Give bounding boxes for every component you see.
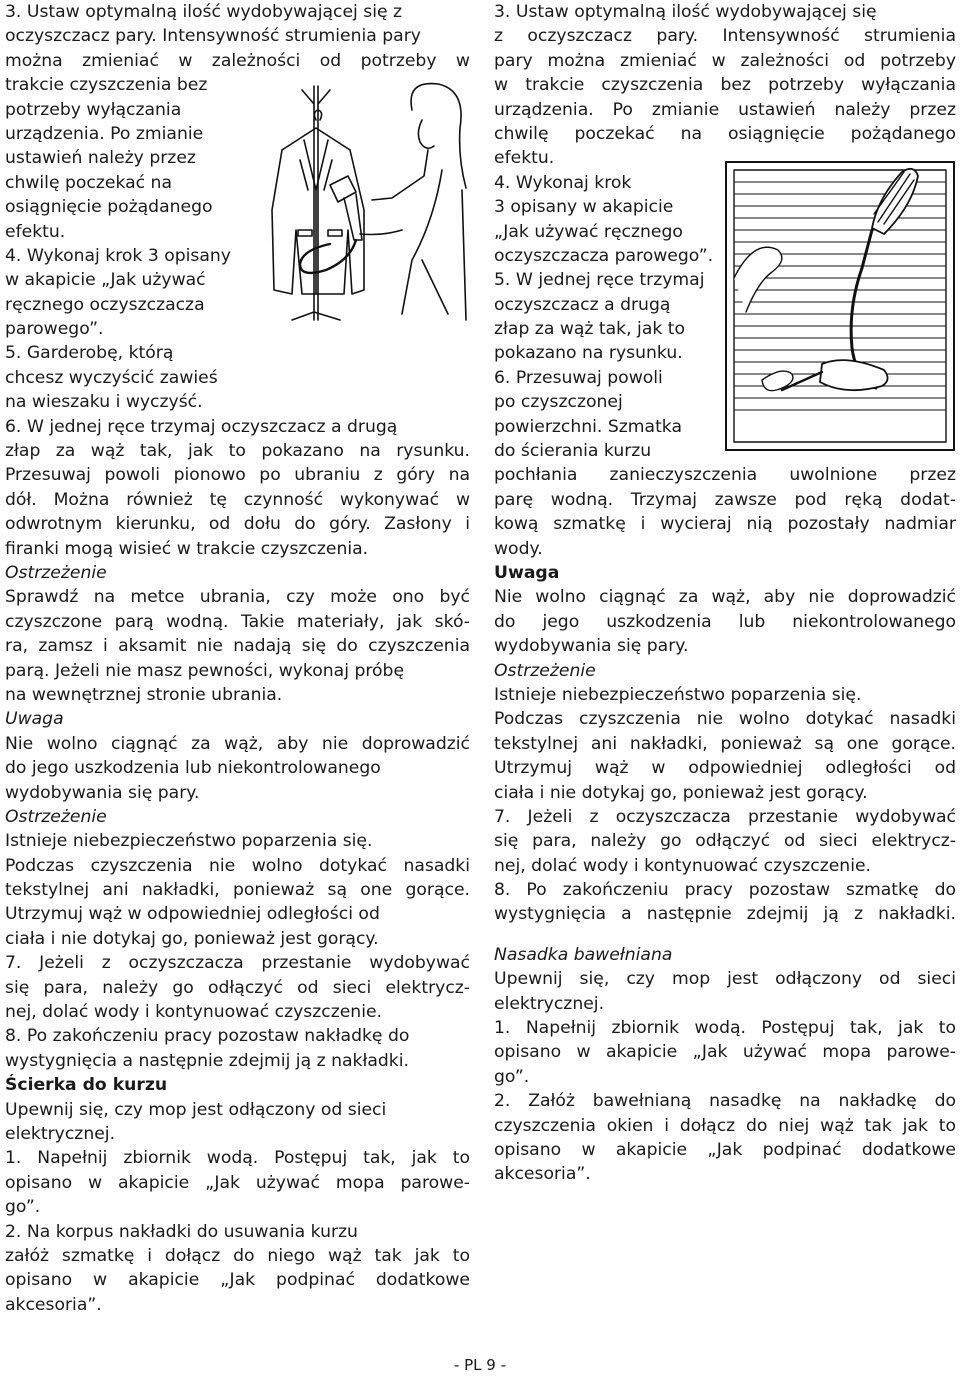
text-line: efektu.: [494, 148, 555, 169]
text-line: czyszczenia okien i dołącz do niej wąż tak jak to: [494, 1115, 956, 1136]
text-line: elektrycznej.: [494, 993, 605, 1014]
text-line: 3 opisany w akapicie: [494, 197, 674, 218]
text-line: ciała i nie dotykaj go, ponieważ jest gorący.: [5, 928, 379, 949]
text-line: pokazano na rysunku.: [494, 343, 683, 364]
text-line: czyszczone parą wodną. Takie materiały, jak skó-: [5, 611, 470, 632]
section-heading: Uwaga: [494, 562, 560, 583]
text-line: pochłania zanieczyszczenia uwolnione przez: [494, 465, 956, 486]
text-line: można zmieniać w zależności od potrzeby w: [5, 50, 470, 71]
text-line: parę wodną. Trzymaj zawsze pod ręką dodat-: [494, 489, 956, 510]
text-line: Upewnij się, czy mop jest odłączony od sieci: [5, 1099, 387, 1120]
text-line: ustawień należy przez: [5, 148, 196, 169]
text-line: ręcznego oczyszczacza: [5, 294, 205, 315]
text-line: do jego uszkodzenia lub niekontrolowanego: [494, 611, 956, 632]
text-line: trakcie czyszczenia bez: [5, 75, 208, 96]
garment-steaming-illustration-icon: [252, 80, 470, 325]
text-line: oczyszczacz pary. Intensywność strumienia pary: [5, 26, 421, 47]
text-line: potrzeby wyłączania: [5, 99, 182, 120]
text-line: urządzenia. Po zmianie ustawień należy przez: [494, 99, 956, 120]
text-line: wystygnięcia a następnie zdejmij ją z nakładki.: [494, 904, 956, 925]
text-line: 5. Garderobę, którą: [5, 343, 174, 364]
text-line: Istnieje niebezpieczeństwo poparzenia się.: [494, 684, 862, 705]
text-line: 3. Ustaw optymalną ilość wydobywającej się z: [5, 2, 403, 22]
text-line: parą. Jeżeli nie masz pewności, wykonaj próbę: [5, 660, 405, 681]
text-line: opisano w akapicie „Jak podpinać dodatkowe: [5, 1270, 470, 1291]
text-line: nej, dolać wody i kontynuować czyszczenie.: [5, 1002, 383, 1023]
text-line: Utrzymuj wąż w odpowiedniej odległości od: [494, 758, 956, 779]
text-line: 1. Napełnij zbiornik wodą. Postępuj tak, jak to: [494, 1018, 956, 1039]
text-line: osiągnięcie pożądanego: [5, 197, 213, 218]
text-line: oczyszczacza parowego”.: [494, 245, 714, 266]
section-heading: Ścierka do kurzu: [5, 1075, 168, 1096]
text-line: z oczyszczacz pary. Intensywność strumienia: [494, 26, 956, 47]
text-line: Utrzymuj wąż w odpowiedniej odległości od: [5, 904, 380, 925]
text-line: Upewnij się, czy mop jest odłączony od sieci: [494, 969, 956, 990]
text-line: efektu.: [5, 221, 66, 242]
text-line: tekstylnej ani nakładki, ponieważ są one gorące.: [494, 733, 956, 754]
text-line: odwrotnym kierunku, od dołu do góry. Zasłony i: [5, 514, 470, 535]
text-line: urządzenia. Po zmianie: [5, 123, 204, 144]
text-line: złap za wąż tak, jak to pokazano na rysunku.: [5, 441, 470, 462]
text-line: Istnieje niebezpieczeństwo poparzenia się.: [5, 831, 373, 852]
text-line: wody.: [494, 538, 543, 559]
page-number: - PL 9 -: [453, 1356, 507, 1374]
text-line: 6. Przesuwaj powoli: [494, 367, 663, 388]
section-heading: Ostrzeżenie: [5, 562, 107, 583]
text-line: akcesoria”.: [494, 1164, 591, 1185]
text-line: chwilę poczekać na osiągnięcie pożądanego: [494, 123, 956, 144]
text-line: pary można zmieniać w zależności od potrzeby: [494, 50, 956, 71]
text-line: 7. Jeżeli z oczyszczacza przestanie wydobywać: [494, 806, 956, 827]
section-heading: Nasadka bawełniana: [494, 944, 673, 965]
text-line: dół. Można również tę czynność wykonywać w: [5, 489, 470, 510]
section-heading: Uwaga: [5, 709, 64, 730]
text-line: ciała i nie dotykaj go, ponieważ jest gorący.: [494, 782, 868, 803]
text-line: firanki mogą wisieć w trakcie czyszczenia.: [5, 538, 369, 559]
text-line: nej, dolać wody i kontynuować czyszczenie.: [494, 855, 872, 876]
text-line: oczyszczacz a drugą: [494, 294, 671, 315]
text-line: 2. Na korpus nakładki do usuwania kurzu: [5, 1221, 358, 1242]
text-line: 5. W jednej ręce trzymaj: [494, 270, 705, 291]
text-line: parowego”.: [5, 319, 104, 340]
text-line: opisano w akapicie „Jak używać mopa parowe-: [494, 1042, 956, 1063]
text-line: Nie wolno ciągnąć za wąż, aby nie doprowadzić: [5, 733, 470, 754]
text-line: ra, zamsz i aksamit nie nadają się do czyszczenia: [5, 636, 470, 657]
text-line: Sprawdź na metce ubrania, czy może ono być: [5, 587, 470, 608]
text-line: po czyszczonej: [494, 392, 623, 413]
text-line: chcesz wyczyścić zawieś: [5, 367, 218, 388]
text-line: 7. Jeżeli z oczyszczacza przestanie wydobywać: [5, 953, 470, 974]
text-line: na wewnętrznej stronie ubrania.: [5, 684, 283, 705]
text-line: na wieszaku i wyczyść.: [5, 392, 203, 413]
text-line: elektrycznej.: [5, 1123, 116, 1144]
text-line: wystygnięcia a następnie zdejmij ją z nakładki.: [5, 1050, 409, 1071]
text-line: go”.: [494, 1066, 530, 1087]
text-line: się para, należy go odłączyć od sieci elektrycz-: [5, 977, 470, 998]
text-line: złap za wąż tak, jak to: [494, 319, 686, 340]
section-heading: Ostrzeżenie: [494, 660, 596, 681]
text-line: 3. Ustaw optymalną ilość wydobywającej się: [494, 2, 877, 22]
section-heading: Ostrzeżenie: [5, 806, 107, 827]
text-line: załóż szmatkę i dołącz do niego wąż tak jak to: [5, 1245, 470, 1266]
text-line: w akapicie „Jak używać: [5, 270, 206, 291]
text-line: do ścierania kurzu: [494, 441, 652, 462]
text-line: akcesoria”.: [5, 1294, 102, 1315]
text-line: Podczas czyszczenia nie wolno dotykać nasadki: [5, 855, 470, 876]
text-line: Podczas czyszczenia nie wolno dotykać nasadki: [494, 709, 956, 730]
text-line: kową szmatkę i wycieraj nią pozostały nadmiar: [494, 514, 956, 535]
text-line: tekstylnej ani nakładki, ponieważ są one gorące.: [5, 880, 470, 901]
text-line: do jego uszkodzenia lub niekontrolowanego: [5, 758, 381, 779]
text-line: wydobywania się pary.: [494, 636, 689, 657]
text-line: w trakcie czyszczenia bez potrzeby wyłączania: [494, 75, 956, 96]
text-line: wydobywania się pary.: [5, 782, 200, 803]
window-blind-dusting-illustration-icon: [722, 158, 958, 454]
text-line: 6. W jednej ręce trzymaj oczyszczacz a drugą: [5, 416, 398, 437]
text-line: 4. Wykonaj krok: [494, 172, 632, 193]
text-line: 8. Po zakończeniu pracy pozostaw szmatkę do: [494, 880, 956, 901]
section-spacer: [494, 927, 956, 943]
text-line: Nie wolno ciągnąć za wąż, aby nie doprowadzić: [494, 587, 956, 608]
text-line: Przesuwaj powoli pionowo po ubraniu z góry na: [5, 465, 470, 486]
text-line: się para, należy go odłączyć od sieci elektrycz-: [494, 831, 956, 852]
text-line: opisano w akapicie „Jak podpinać dodatkowe: [494, 1139, 956, 1160]
text-line: 4. Wykonaj krok 3 opisany: [5, 245, 231, 266]
text-line: opisano w akapicie „Jak używać mopa parowe-: [5, 1172, 470, 1193]
text-line: „Jak używać ręcznego: [494, 221, 683, 242]
text-line: powierzchni. Szmatka: [494, 416, 682, 437]
text-line: 2. Załóż bawełnianą nasadkę na nakładkę do: [494, 1091, 956, 1112]
text-line: go”.: [5, 1197, 41, 1218]
text-line: 1. Napełnij zbiornik wodą. Postępuj tak, jak to: [5, 1148, 470, 1169]
text-line: 8. Po zakończeniu pracy pozostaw nakładkę do: [5, 1026, 410, 1047]
text-line: chwilę poczekać na: [5, 172, 172, 193]
